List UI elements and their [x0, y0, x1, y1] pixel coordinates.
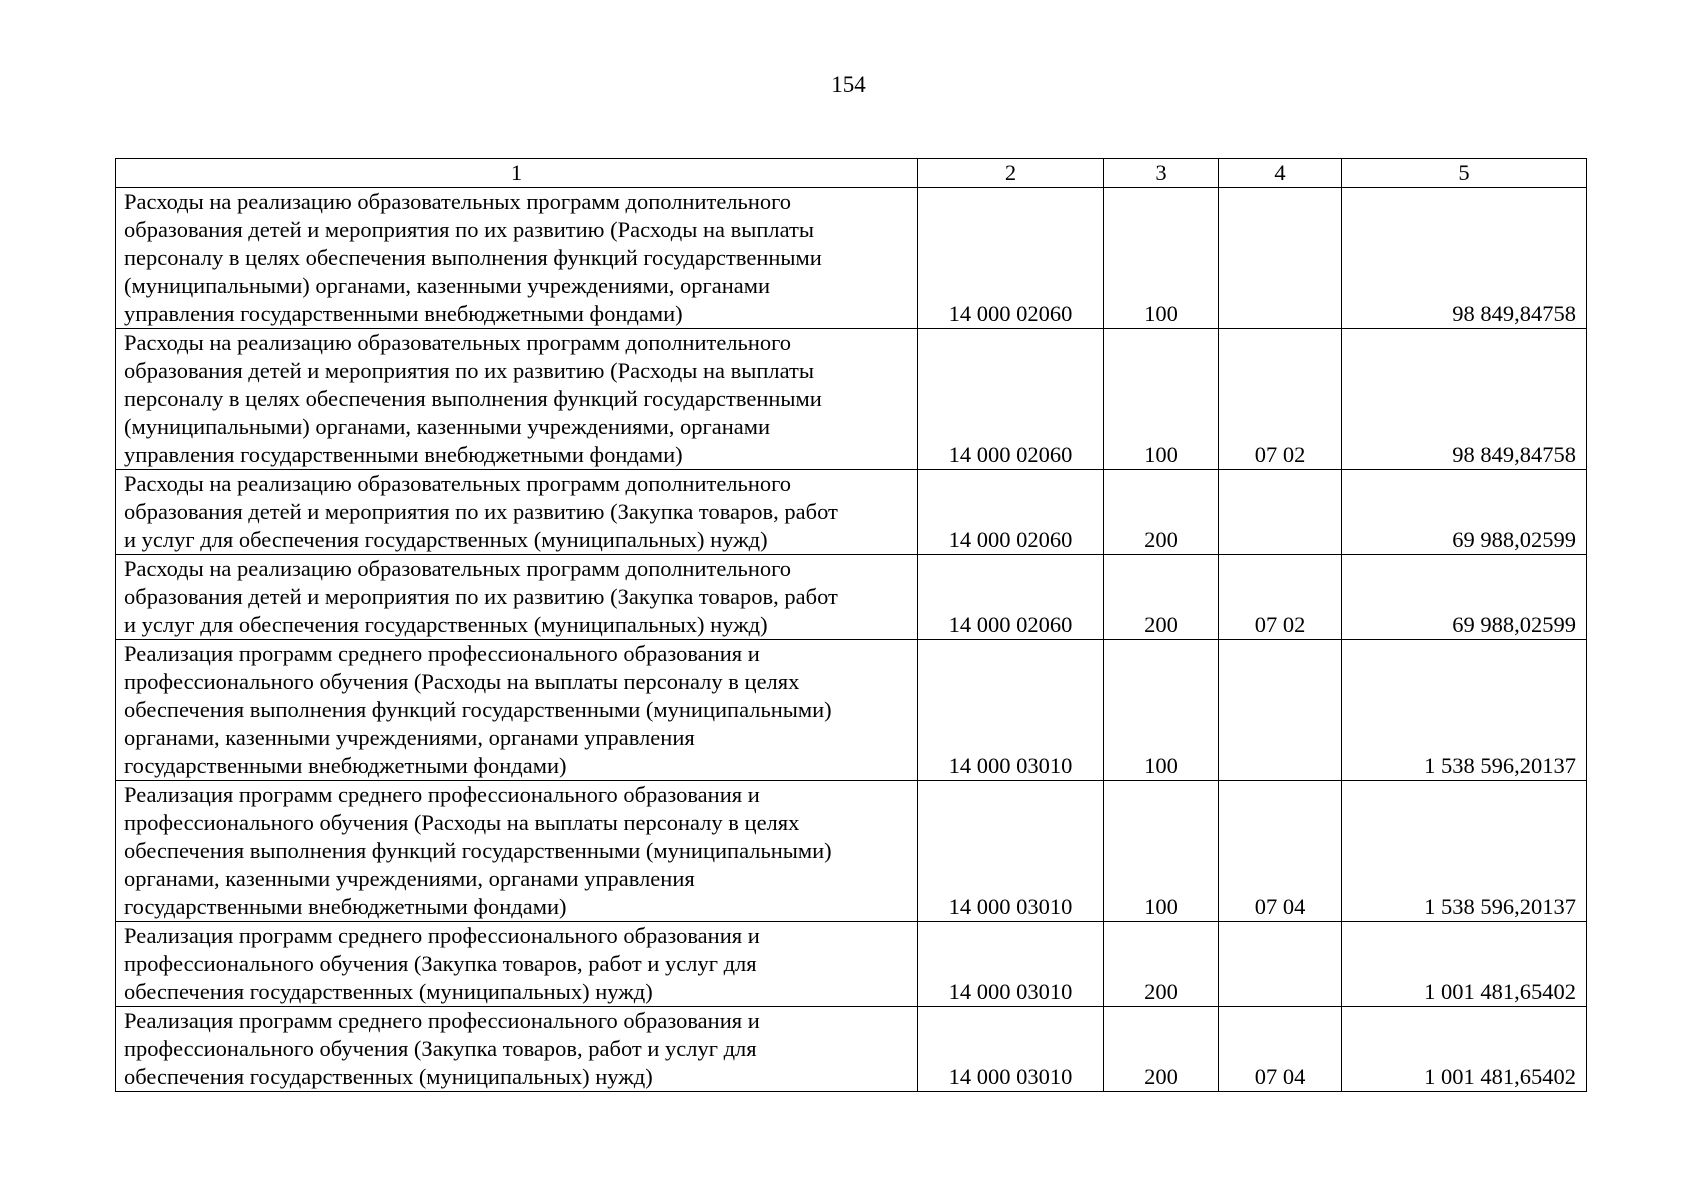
table-row: [116, 1007, 1587, 1092]
row-description: [116, 470, 918, 555]
row-description: [116, 640, 918, 781]
table-row: [116, 329, 1587, 470]
row-code: 14 000 02060: [918, 470, 1104, 555]
row-section: 07 02: [1219, 329, 1342, 470]
header-col-2: 2: [918, 159, 1104, 188]
header-col-4: 4: [1219, 159, 1342, 188]
row-amount: 69 988,02599: [1342, 470, 1587, 555]
row-expense-type: 100: [1104, 329, 1219, 470]
table-row: [116, 555, 1587, 640]
header-col-3: 3: [1104, 159, 1219, 188]
row-code: 14 000 02060: [918, 329, 1104, 470]
table-header: [116, 159, 1587, 188]
table-row: [116, 188, 1587, 329]
row-expense-type: 200: [1104, 922, 1219, 1007]
budget-table: [115, 158, 1587, 1092]
page-number: 154: [831, 72, 866, 97]
row-code: 14 000 03010: [918, 640, 1104, 781]
row-section: [1219, 188, 1342, 329]
row-description: [116, 781, 918, 922]
row-description: [116, 922, 918, 1007]
row-code: 14 000 02060: [918, 555, 1104, 640]
row-description: [116, 1007, 918, 1092]
table-row: [116, 470, 1587, 555]
description-text: Реализация программ среднего профессионального образования и профессионального обучения (Расходы на выплаты персоналу в целях обеспечения выполнения функций государственными (муниципальными) органами, казенными учреждениями, органами управления государственными внебюджетными фондами): [124, 641, 832, 778]
row-amount: 98 849,84758: [1342, 329, 1587, 470]
table-body: [116, 188, 1587, 1092]
row-section: [1219, 640, 1342, 781]
row-expense-type: 200: [1104, 470, 1219, 555]
description-text: Расходы на реализацию образовательных программ дополнительного образования детей и мероприятия по их развитию (Закупка товаров, работ и услуг для обеспечения государственных (муниципальных) нужд): [124, 556, 838, 637]
description-text: Реализация программ среднего профессионального образования и профессионального обучения (Закупка товаров, работ и услуг для обеспечения государственных (муниципальных) нужд): [124, 923, 760, 1004]
row-code: 14 000 03010: [918, 1007, 1104, 1092]
row-code: 14 000 02060: [918, 188, 1104, 329]
description-text: Расходы на реализацию образовательных программ дополнительного образования детей и мероприятия по их развитию (Закупка товаров, работ и услуг для обеспечения государственных (муниципальных) нужд): [124, 471, 838, 552]
header-col-1: 1: [116, 159, 918, 188]
row-section: [1219, 922, 1342, 1007]
row-expense-type: 100: [1104, 781, 1219, 922]
row-section: 07 02: [1219, 555, 1342, 640]
description-text: Реализация программ среднего профессионального образования и профессионального обучения (Закупка товаров, работ и услуг для обеспечения государственных (муниципальных) нужд): [124, 1008, 760, 1089]
row-code: 14 000 03010: [918, 922, 1104, 1007]
row-expense-type: 100: [1104, 188, 1219, 329]
row-description: [116, 329, 918, 470]
row-expense-type: 200: [1104, 1007, 1219, 1092]
row-amount: 1 538 596,20137: [1342, 781, 1587, 922]
row-code: 14 000 03010: [918, 781, 1104, 922]
description-text: Реализация программ среднего профессионального образования и профессионального обучения (Расходы на выплаты персоналу в целях обеспечения выполнения функций государственными (муниципальными) органами, казенными учреждениями, органами управления государственными внебюджетными фондами): [124, 782, 832, 919]
description-text: Расходы на реализацию образовательных программ дополнительного образования детей и мероприятия по их развитию (Расходы на выплаты персоналу в целях обеспечения выполнения функций государственными (муниципальными) органами, казенными учреждениями, органами управления государственными внебюджетными фондами): [124, 189, 822, 326]
row-section: 07 04: [1219, 1007, 1342, 1092]
row-amount: 1 001 481,65402: [1342, 922, 1587, 1007]
row-amount: 1 001 481,65402: [1342, 1007, 1587, 1092]
row-amount: 98 849,84758: [1342, 188, 1587, 329]
table-row: [116, 781, 1587, 922]
table-row: [116, 640, 1587, 781]
row-amount: 1 538 596,20137: [1342, 640, 1587, 781]
header-col-5: 5: [1342, 159, 1587, 188]
description-text: Расходы на реализацию образовательных программ дополнительного образования детей и мероприятия по их развитию (Расходы на выплаты персоналу в целях обеспечения выполнения функций государственными (муниципальными) органами, казенными учреждениями, органами управления государственными внебюджетными фондами): [124, 330, 822, 467]
row-expense-type: 200: [1104, 555, 1219, 640]
row-section: [1219, 470, 1342, 555]
row-section: 07 04: [1219, 781, 1342, 922]
row-expense-type: 100: [1104, 640, 1219, 781]
row-description: [116, 188, 918, 329]
row-description: [116, 555, 918, 640]
header-row: [116, 159, 1587, 188]
row-amount: 69 988,02599: [1342, 555, 1587, 640]
table-row: [116, 922, 1587, 1007]
